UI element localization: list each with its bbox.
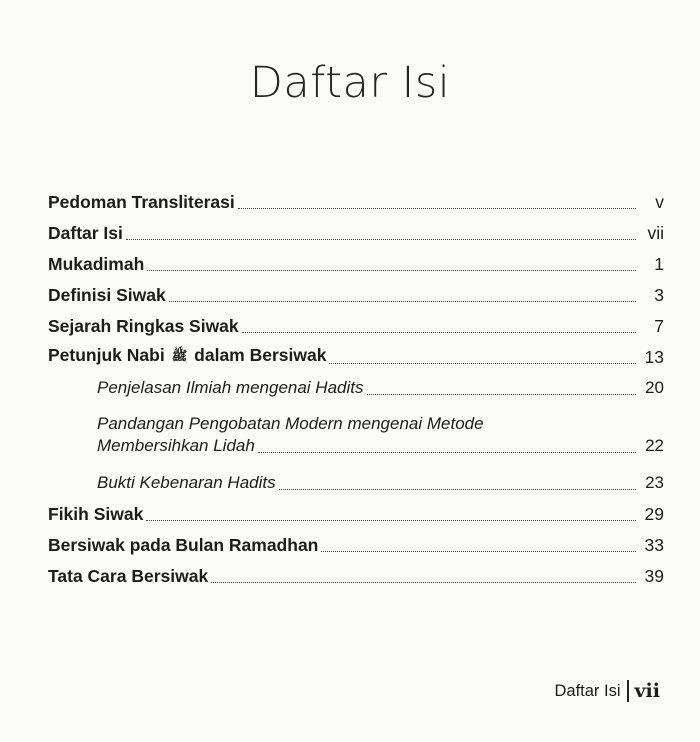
toc-entry-mukadimah[interactable] bbox=[48, 248, 664, 279]
toc-entry-label: Pedoman Transliterasi bbox=[48, 192, 235, 212]
dot-leader bbox=[238, 208, 636, 209]
toc-page-number: 20 bbox=[645, 378, 664, 397]
toc-page-number: 3 bbox=[654, 285, 664, 305]
toc-entry-label: Fikih Siwak bbox=[48, 504, 144, 524]
footer-section-title: Daftar Isi bbox=[554, 681, 621, 700]
toc-entry-label: Penjelasan Ilmiah mengenai Hadits bbox=[97, 378, 364, 397]
toc-entry-label: Tata Cara Bersiwak bbox=[48, 566, 209, 586]
dot-leader bbox=[169, 301, 636, 302]
toc-page-number: 23 bbox=[645, 473, 664, 492]
dot-leader bbox=[126, 239, 636, 240]
toc-page-number: 13 bbox=[644, 347, 664, 367]
toc-entry-daftar-isi[interactable] bbox=[48, 217, 664, 248]
dot-leader bbox=[258, 452, 636, 453]
toc-entry-label: Definisi Siwak bbox=[48, 285, 166, 305]
page-title: Daftar Isi bbox=[249, 58, 451, 108]
dot-leader bbox=[211, 582, 636, 583]
toc-entry-petunjuk-nabi[interactable] bbox=[48, 341, 664, 372]
toc-entry-label-line2: Membersihkan Lidah bbox=[97, 436, 255, 455]
toc-subentry-bukti-kebenaran[interactable] bbox=[48, 467, 664, 498]
toc-entry-label-part: dalam Bersiwak bbox=[194, 345, 327, 365]
toc-entry-label: Sejarah Ringkas Siwak bbox=[48, 316, 239, 336]
toc-entry-line2 bbox=[97, 435, 664, 461]
toc-page-number: 39 bbox=[644, 566, 664, 586]
toc-page-number: 29 bbox=[644, 504, 664, 524]
toc-entry-label: Bukti Kebenaran Hadits bbox=[97, 473, 276, 492]
toc-entry-definisi-siwak[interactable] bbox=[48, 279, 664, 310]
toc-entry-label-part: Petunjuk Nabi bbox=[48, 345, 165, 365]
dot-leader bbox=[329, 363, 636, 364]
toc-entry-label-line1: Pandangan Pengobatan Modern mengenai Metode bbox=[97, 414, 484, 433]
toc-page-number: vii bbox=[647, 223, 664, 243]
toc-page-number: v bbox=[655, 192, 664, 212]
toc-subentry-pandangan-pengobatan[interactable] bbox=[48, 413, 664, 467]
toc-page-number: 7 bbox=[654, 316, 664, 336]
dot-leader bbox=[242, 332, 636, 333]
toc-entry-tata-cara-bersiwak[interactable] bbox=[48, 560, 664, 591]
dot-leader bbox=[147, 270, 636, 271]
toc-page-number: 33 bbox=[644, 535, 664, 555]
dot-leader bbox=[146, 520, 636, 521]
toc-entry-label: Daftar Isi bbox=[48, 223, 123, 243]
toc-page-number: 1 bbox=[654, 254, 664, 274]
toc-entry-label: Bersiwak pada Bulan Ramadhan bbox=[48, 535, 319, 555]
toc-entry-label: Mukadimah bbox=[48, 254, 145, 274]
table-of-contents bbox=[48, 186, 664, 591]
toc-page-number: 22 bbox=[645, 436, 664, 455]
dot-leader bbox=[367, 394, 637, 395]
footer-divider bbox=[627, 680, 629, 702]
toc-entry-sejarah-ringkas-siwak[interactable] bbox=[48, 310, 664, 341]
toc-entry-fikih-siwak[interactable] bbox=[48, 498, 664, 529]
honorific-glyph: ﷺ bbox=[171, 349, 188, 364]
footer-page-number: vii bbox=[634, 680, 660, 702]
toc-entry-bersiwak-ramadhan[interactable] bbox=[48, 529, 664, 560]
toc-entry-label bbox=[48, 344, 326, 372]
toc-subentry-penjelasan-ilmiah[interactable] bbox=[48, 372, 664, 403]
dot-leader bbox=[279, 489, 636, 490]
page-footer bbox=[554, 680, 660, 702]
toc-entry-pedoman-transliterasi[interactable] bbox=[48, 186, 664, 217]
dot-leader bbox=[321, 551, 636, 552]
